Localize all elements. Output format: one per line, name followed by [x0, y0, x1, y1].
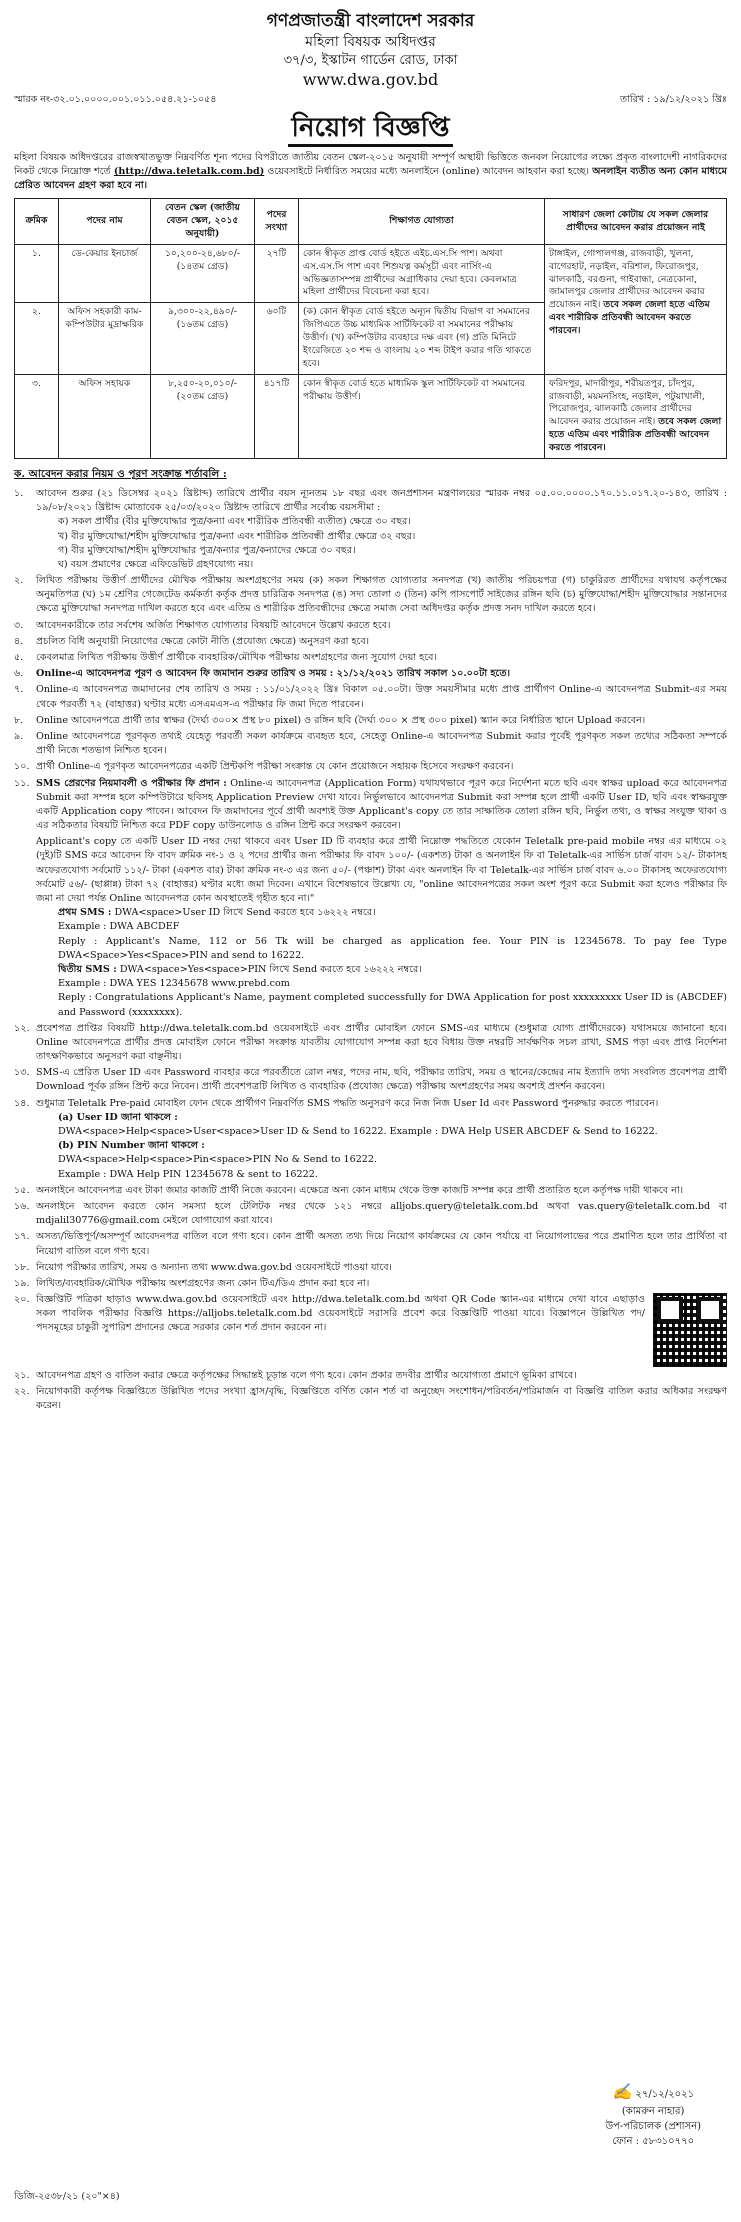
recovery-format: DWA<space>Help<space>Pin<space>PIN No & Send to 16222.	[58, 1154, 378, 1166]
col-header: সাধারণ জেলা কোটায় যে সকল জেলার প্রার্থীদের আবেদন করার প্রয়োজন নাই	[545, 199, 727, 245]
signatory-name: (কামরুন নাহার)	[621, 2106, 685, 2117]
list-item	[14, 1230, 727, 1258]
signature-row	[605, 2080, 701, 2104]
list-item	[14, 1369, 727, 1383]
item-number: ৪.	[14, 635, 24, 647]
item-number: ১৫.	[14, 1184, 30, 1196]
item-text: কেবলমাত্র লিখিত পরীক্ষায় উত্তীর্ণ প্রার্থীকে ব্যবহারিক/মৌখিক পরীক্ষায় অংশগ্রহণের জন্য সুযোগ দেয়া হবে।	[36, 652, 437, 663]
sms-label: দ্বিতীয় SMS :	[58, 963, 117, 975]
item-text: Online আবেদনপত্রে প্রার্থী তার স্বাক্ষর (দৈর্ঘ্য ৩০০× প্রস্থ ৮০ pixel) ও রঙ্গিন ছবি (দৈর্ঘ্য ৩০০ × প্রস্থ ৩০০ pixel) স্ক্যান করে নির্ধারিত স্থানে Upload করবেন।	[36, 714, 646, 726]
sub-item: খ) বীর মুক্তিযোদ্ধা/শহীদ মুক্তিযোদ্ধার পুত্র/কন্যা এবং শারীরিক প্রতিবন্ধী প্রার্থীর ক্ষেত্রে ৩২ বছর।	[58, 530, 416, 542]
cell-post: অফিস সহায়ক	[59, 374, 151, 458]
sub-item: ঘ) বয়স প্রমাণের ক্ষেত্রে এফিডেভিট গ্রহণযোগ্য নয়।	[58, 558, 254, 570]
item-number: ২.	[14, 575, 24, 587]
address: ৩৭/৩, ইস্কাটন গার্ডেন রোড, ঢাকা	[283, 52, 458, 68]
signatory-phone: ফোন : ৫৮৩১০৭৭০	[612, 2136, 695, 2147]
signature-icon: ✍	[612, 2082, 633, 2101]
list-item	[14, 714, 727, 728]
signature-block	[605, 2080, 701, 2149]
cell-post: অফিস সহকারী কাম-কম্পিউটার মুদ্রাক্ষরিক	[59, 303, 151, 374]
item-text: Online আবেদনপত্রে পূরণকৃত তথ্যই যেহেতু পরবর্তী সকল কার্যক্রমে ব্যবহৃত হবে, সেহেতু Online-এ আবেদনপত্র Submit করার পূর্বেই পূরণকৃত সকল তথ্যের সঠিকতা সম্পর্কে প্রার্থী নিজে শতভাগ নিশ্চিত হবেন।	[36, 730, 727, 757]
item-number: ১৪.	[14, 1097, 30, 1109]
sub-item: ক) সকল প্রার্থীর (বীর মুক্তিযোদ্ধার পুত্র/কন্যা এবং শারীরিক প্রতিবন্ধী ব্যতীত) ক্ষেত্রে ৩০ বছর।	[58, 516, 411, 528]
item-number: ১০.	[14, 761, 30, 773]
intro-text: মহিলা বিষয়ক অধিদপ্তরের রাজস্বখাতভুক্ত নিম্নবর্ণিত শূন্য পদের বিপরীতে জাতীয় বেতন স্কেল-২০১৫ অনুযায়ী সম্পূর্ণ অস্থায়ী ভিত্তিতে জনবল নিয়োগের লক্ষ্যে প্রকৃত বাংলাদেশী নাগরিকদের নিকট থেকে নিম্নোক্ত শর্তে	[14, 152, 727, 178]
list-item	[14, 1277, 727, 1291]
quota-text: টাঙ্গাইল, গোপালগঞ্জ, রাজবাড়ী, খুলনা, বাগেরহাট, নড়াইল, বরিশাল, ফিরোজপুর, ঝালকাঠি, বরগুনা, গাইবান্ধা, নেত্রকোনা, জামালপুর জেলার প্রার্থীদের আবেদন করার প্রয়োজন নাই।	[549, 247, 705, 311]
item-text: লিখিত/ব্যবহারিক/মৌখিক পরীক্ষায় অংশগ্রহণের জন্য কোন টিএ/ডিএ প্রদান করা হবে না।	[36, 1277, 370, 1289]
cell-serial: ৩.	[15, 374, 59, 458]
recovery-label: (a) User ID জানা থাকলে :	[58, 1111, 178, 1123]
item-text: আবেদনপত্র গ্রহণ ও বাতিল করার ক্ষেত্রে কর্তৃপক্ষের সিদ্ধান্তই চূড়ান্ত বলে গণ্য হবে। কোন প্রকার তদবীর প্রার্থীর অযোগ্যতা প্রমাণে ভূমিকা রাখবে।	[36, 1370, 577, 1382]
item-number: ১৬.	[14, 1200, 30, 1212]
signatory-designation: উপ-পরিচালক (প্রশাসন)	[605, 2121, 701, 2132]
cell-qualification: কোন স্বীকৃত বোর্ড হতে মাধ্যমিক স্কুল সার্টিফিকেট বা সমমানের পরীক্ষায় উত্তীর্ণ।	[299, 374, 545, 458]
item-text-group	[36, 777, 727, 1020]
col-header: পদের নাম	[59, 199, 151, 245]
item-number: ১৮.	[14, 1261, 30, 1273]
item-text: প্রবেশপত্র প্রাপ্তির বিষয়টি http://dwa.teletalk.com.bd ওয়েবসাইটে এবং প্রার্থীর মোবাইল ফোনে SMS-এর মাধ্যমে (শুধুমাত্র যোগ্য প্রার্থীদেরকে) যথাসময়ে জানানো হবে। Online আবেদনপত্রে প্রার্থীর প্রদত্ত মোবাইল ফোনে পরীক্ষা সংক্রান্ত যাবতীয় যোগাযোগ সম্পন্ন করা হবে বিধায় উক্ত নম্বরটি সার্বক্ষণিক সচল রাখা, SMS পড়া এবং প্রাপ্ত নির্দেশনা তাৎক্ষণিকভাবে অনুসরণ করা বাঞ্ছনীয়।	[36, 1022, 727, 1063]
recovery-example: Example : DWA Help PIN 12345678 & sent to 16222.	[58, 1168, 318, 1180]
govt-name: গণপ্রজাতন্ত্রী বাংলাদেশ সরকার	[266, 11, 475, 31]
sub-item: গ) বীর মুক্তিযোদ্ধা/শহীদ মুক্তিযোদ্ধার পুত্র/কন্যার পুত্র/কন্যাদের ক্ষেত্রে ৩০ বছর।	[58, 544, 356, 556]
item-text: অনলাইনে আবেদনপত্র এবং টাকা জমার কাজটি প্রার্থী নিজে করবেন। এক্ষেত্রে অন্য কোন মাধ্যম থেকে উক্ত কাজটি সম্পন্ন করে প্রার্থী প্রতারিত হলে কর্তৃপক্ষ দায়ী থাকবে না।	[36, 1184, 684, 1196]
list-item	[14, 683, 727, 711]
item-number: ১১.	[14, 777, 30, 789]
recovery-format: DWA<space>Help<space>User<space>User ID & Send to 16222. Example : DWA Help USER ABCDEF & Send to 16222.	[58, 1126, 658, 1137]
table-row	[15, 244, 727, 303]
item-number: ১.	[14, 487, 24, 499]
item-text: আবেদন শুরুর (২১ ডিসেম্বর ২০২১ খ্রিষ্টাব্দ) তারিখে প্রার্থীর বয়স ন্যূনতম ১৮ বছর এবং জনপ্রশাসন মন্ত্রণালয়ের স্মারক নম্বর ০৫.০০.০০০০.১৭০.১১.০১৭.২০-১৪৩, তারিখ : ১৯/০৮/২০২১ খ্রিষ্টাব্দ মোতাবেক ২৫/০৩/২০২০ খ্রিষ্টাব্দ তারিখে প্রার্থীর সর্বোচ্চ বয়সসীমা :	[36, 487, 727, 514]
cell-quota-a	[545, 244, 727, 374]
item-number: ৩.	[14, 619, 24, 631]
item-text: অনলাইনে আবেদন করতে কোন সমস্যা হলে টেলিটক নম্বর থেকে ১২১ নম্বরে alljobs.query@teletalk.com.bd অথবা vas.query@teletalk.com.bd বা mdjalil30776@gmail.com মেইলে যোগাযোগ করা যাবে।	[36, 1200, 727, 1227]
sms-second	[36, 963, 727, 977]
memo-number: স্মারক নং-৩২.০১.০০০০.০০১.০১১.০৫৪.২১-১০৫৪	[14, 93, 217, 105]
sms-format: DWA<space>Yes<space>PIN লিখে Send করতে হবে ১৬২২২ নম্বরে।	[119, 963, 422, 975]
list-item	[14, 635, 727, 649]
quota-text: ফরিদপুর, মাদারীপুর, শরীয়তপুর, চাঁদপুর, রাজবাড়ী, ময়মনসিংহ, নড়াইল, পটুয়াখালী, পিরোজপুর, ঝালকাঠি জেলার প্রার্থীদের আবেদন করার প্রয়োজন নাই।	[549, 377, 705, 428]
item-text: Online-এ আবেদনপত্র জমাদানের শেষ তারিখ ও সময় : ১১/০১/২০২২ খ্রিঃ বিকাল ০৫.০০টা। উক্ত সময়সীমার মধ্যে প্রাপ্ত প্রার্থীগণ Online-এ আবেদনপত্র Submit-এর সময় থেকে পরবর্তী ৭২ (বাহাত্তর) ঘণ্টার মধ্যে এসএমএস-এ পরীক্ষার ফি জমা দিতে পারবেন।	[36, 684, 727, 710]
table-header-row	[15, 199, 727, 245]
conditions-list	[14, 487, 727, 1414]
department-name: মহিলা বিষয়ক অধিদপ্তর	[305, 33, 436, 50]
list-item	[14, 574, 727, 617]
qr-code-icon[interactable]	[653, 1293, 727, 1367]
sms-reply: Reply : Congratulations Applicant's Name, payment completed successfully for DWA Application for post xxxxxxxxx User ID is (ABCDEF) and Password (xxxxxxxx).	[58, 992, 727, 1018]
cell-serial: ১.	[15, 244, 59, 303]
item-text: অসত্য/ভিত্তিপূর্ণ/অসম্পূর্ণ আবেদনপত্র বাতিল বলে গণ্য হবে। কোন প্রার্থী অসত্য তথ্য দিয়ে নিয়োগ কার্যক্রমের যে কোন পর্যায়ে বা নিয়োগলাভের পরে প্রমাণিত হলে তার প্রার্থিতা বা নিয়োগ বাতিল বলে গণ্য হবে।	[36, 1231, 727, 1257]
list-item	[14, 730, 727, 758]
reference-line	[14, 93, 727, 108]
item-text: প্রচলিত বিধি অনুযায়ী নিয়োগের ক্ষেত্রে কোটা নীতি (প্রযোজ্য ক্ষেত্রে) অনুসরণ করা হবে।	[36, 635, 370, 647]
col-header: পদের সংখ্যা	[255, 199, 299, 245]
cell-scale: ১০,২০০-২৪,৬৮০/- (১৪তম গ্রেড)	[151, 244, 255, 303]
cell-count: ২৭টি	[255, 244, 299, 303]
header	[14, 10, 727, 91]
col-header: শিক্ষাগত যোগ্যতা	[299, 199, 545, 245]
list-item	[14, 777, 727, 1020]
cell-count: ৪১৭টি	[255, 374, 299, 458]
sms-reply: Reply : Applicant's Name, 112 or 56 Tk will be charged as application fee. Your PIN is 12345678. To pay fee Type DWA<Space>Yes<Space>PIN and send to 16222.	[58, 935, 727, 961]
notice-date: তারিখ : ১৯/১২/২০২১ খ্রিঃ	[620, 93, 727, 105]
item-text: শুধুমাত্র Teletalk Pre-paid মোবাইল ফোন থেকে প্রার্থীগণ নিম্নবর্ণিত SMS পদ্ধতি অনুসরণ করে নিজ নিজ User Id এবং Password পুনরুদ্ধার করতে পারবেন।	[36, 1097, 659, 1109]
sms-first	[36, 906, 727, 920]
intro-text-2: ওয়েবসাইটে নির্ধারিত সময়ের মধ্যে অনলাইনে (online) আবেদন আহবান করা হচ্ছে।	[267, 166, 590, 178]
intro-bold-note: অনলাইন ব্যতীত অন্য কোন মাধ্যমে প্রেরিত আবেদন গ্রহণ করা হবে না।	[14, 166, 727, 192]
job-table	[14, 198, 727, 459]
item-text-group	[36, 1097, 727, 1182]
list-item	[14, 1293, 727, 1367]
cell-scale: ৯,৩০০-২২,৪৯০/- (১৬তম গ্রেড)	[151, 303, 255, 374]
item-number: ৭.	[14, 684, 24, 696]
list-item	[14, 1261, 727, 1275]
conditions-heading: ক. আবেদন করার নিয়ম ও পূরণ সংক্রান্ত শর্তাবলি :	[14, 467, 227, 480]
notice-title	[14, 112, 727, 148]
item-number: ১৩.	[14, 1067, 30, 1079]
item-text: আবেদনকারীকে তার সর্বশেষ অর্জিত শিক্ষাগত যোগ্যতার বিষয়টি আবেদনে উল্লেখ করতে হবে।	[36, 619, 391, 631]
intro-paragraph	[14, 151, 727, 193]
col-header: ক্রমিক	[15, 199, 59, 245]
list-item	[14, 667, 727, 681]
sms-label: প্রথম SMS :	[58, 907, 112, 919]
item-number: ৫.	[14, 652, 24, 663]
item-text: লিখিত পরীক্ষায় উত্তীর্ণ প্রার্থীদের মৌখিক পরীক্ষায় অংশগ্রহণের সময় (ক) সকল শিক্ষাগত যোগ্যতার সনদপত্র (খ) জাতীয় পরিচয়পত্র (গ) চাকুরিরত প্রার্থীদের যথাযথ কর্তৃপক্ষের অনুমতিপত্র (ঘ) ১ম শ্রেণির গেজেটেড কর্মকর্তা কর্তৃক প্রদত্ত চারিত্রিক সনদপত্র (ঙ) সদ্য তোলা ৩ (তিন) কপি পাসপোর্ট সাইজের রঙ্গিন ছবি (চ) মুক্তিযোদ্ধা/শহীদ মুক্তিযোদ্ধার সন্তানদের ক্ষেত্রে মুক্তিযোদ্ধা সনদপত্র দাখিল করতে হবে এবং এতিম ও শারীরিক প্রতিবন্ধীদের ক্ষেত্রে সমাজ সেবা অধিদপ্তর কর্তৃক প্রদত্ত সনদ দাখিল করতে হবে।	[36, 575, 728, 615]
list-item	[14, 760, 727, 774]
website[interactable]: www.dwa.gov.bd	[302, 70, 439, 90]
list-item	[14, 1200, 727, 1228]
sms-example: Example : DWA ABCDEF	[58, 921, 180, 933]
recovery-label: (b) PIN Number জানা থাকলে :	[58, 1140, 205, 1152]
signature-date: ২৭/১২/২০২১	[635, 2089, 695, 2100]
list-item	[14, 651, 727, 665]
list-item	[14, 1066, 727, 1094]
item-text: SMS-এ প্রেরিত User ID এবং Password ব্যবহার করে পরবর্তীতে রোল নম্বর, পদের নাম, ছবি, পরীক্ষার তারিখ, সময় ও স্থানের/কেন্দ্রের নাম ইত্যাদি তথ্য সংবলিত প্রবেশপত্র প্রার্থী Download পূর্বক রঙ্গিন প্রিন্ট করে নিবেন। প্রার্থী প্রবেশপত্রটি লিখিত ও ব্যবহারিক (প্রযোজ্য ক্ষেত্রে) পরীক্ষায় অংশগ্রহণের সময় অবশ্যই প্রদর্শন করবেন।	[36, 1067, 727, 1093]
sms-format: DWA<space>User ID লিখে Send করতে হবে ১৬২২২ নম্বরে।	[114, 907, 376, 919]
item-text: নিয়োগ পরীক্ষার তারিখ, সময় ও অন্যান্য তথ্য www.dwa.gov.bd ওয়েবসাইটে পাওয়া যাবে।	[36, 1261, 392, 1273]
item-number: ৬.	[14, 668, 24, 680]
list-item	[14, 1097, 727, 1182]
list-item	[14, 1022, 727, 1065]
item-number: ২১.	[14, 1370, 30, 1382]
cell-quota-b	[545, 374, 727, 458]
item-number: ৯.	[14, 730, 24, 742]
item-number: ১৯.	[14, 1277, 30, 1289]
apply-link[interactable]: (http://dwa.teletalk.com.bd)	[113, 166, 265, 178]
item-text: Online-এ আবেদনপত্র (Application Form) যথাযথভাবে পূরণ করে নির্দেশনা মতে ছবি এবং স্বাক্ষর upload করে আবেদনপত্র Submit করা সম্পন্ন হলে কম্পিউটারে ছবিসহ Application Preview দেখা যাবে। নির্ভুলভাবে আবেদনপত্র Submit করা সম্পন্ন হলে প্রার্থী একটি User ID, ছবি এবং স্বাক্ষরযুক্ত একটি Application copy পাবেন। আবেদন ফি জমাদানের পূর্বে প্রার্থী অবশ্যই উক্ত Applicant's copy তে তার সাক্ষাতিক তোলা রঙ্গিন ছবি, নির্ভুল তথ্য, ও স্বাক্ষর সংযুক্ত থাকা ও এর সঠিকতার বিষয়টি নিশ্চিত করে PDF copy ডাউনলোড ও রঙ্গিন প্রিন্ট করে সংরক্ষণ করবেন।	[36, 777, 727, 832]
cell-qualification: (ক) কোন স্বীকৃত বোর্ড হইতে অন্যূন দ্বিতীয় বিভাগ বা সমমানের জিপিএতে উচ্চ মাধ্যমিক সার্টিফিকেট বা সমমানের পরীক্ষায় উত্তীর্ণ। (খ) কম্পিউটার ব্যবহারে দক্ষ এবং (গ) প্রতি মিনিটে ইংরেজিতে ২০ শব্দ ও বাংলায় ২০ শব্দ টাইপ করার গতি থাকতে হবে।	[299, 303, 545, 374]
cell-serial: ২.	[15, 303, 59, 374]
quota-note: তবে সকল জেলা হতে এতিম এবং শারীরিক প্রতিবন্ধী আবেদন করতে পারবেন।	[549, 299, 710, 337]
sms-rules-heading: SMS প্রেরণের নিয়মাবলী ও পরীক্ষার ফি প্রদান :	[36, 777, 227, 789]
notice-title-text: নিয়োগ বিজ্ঞপ্তি	[288, 112, 454, 148]
item-text-group	[36, 487, 727, 572]
item-text: বিজ্ঞপ্তিটি পত্রিকা ছাড়াও www.dwa.gov.bd ওয়েবসাইটে এবং http://dwa.teletalk.com.bd অথবা QR Code স্ক্যান-এর মাধ্যমে দেখা যাবে এছাড়াও সকল পাবলিক পরীক্ষার বিজ্ঞপ্তি https://alljobs.teletalk.com.bd ওয়েবসাইটে সরাসরি প্রবেশ করে বিজ্ঞপ্তিটি পাওয়া যাবে। বিজ্ঞাপনে উল্লিখিত পদ/পদসমূহের চাকুরী সুপারিশ প্রদানের ক্ষেত্রে সরকার কোন শর্ত প্রদান করবেন না।	[36, 1294, 645, 1334]
item-text: নিয়োগকারী কর্তৃপক্ষ বিজ্ঞপ্তিতে উল্লিখিত পদের সংখ্যা হ্রাস/বৃদ্ধি, বিজ্ঞপ্তিতে বর্ণিত কোন শর্ত বা অনুচ্ছেদ সংশোধন/পরিবর্তন/পরিমার্জন বা বিজ্ঞপ্তি বাতিল করার অধিকার সংরক্ষণ করেন।	[36, 1386, 727, 1412]
item-number: ১২.	[14, 1022, 30, 1034]
cell-qualification: কোন স্বীকৃত প্রাপ্ত বোর্ড হইতে এইচ.এস.সি পাশ। অথবা এস.এস.সি পাশ এবং শিশুযত্ন কর্মসূচী এবং নার্সিং-এ অভিজ্ঞতাসম্পন্ন প্রার্থীদের অগ্রাধিকার দেয়া হবে। কেবলমাত্র মহিলা প্রার্থীদের বিবেচনা করা হবে।	[299, 244, 545, 303]
list-item	[14, 619, 727, 633]
item-number: ২২.	[14, 1386, 30, 1398]
list-item	[14, 1184, 727, 1198]
item-text: Applicant's copy তে একটি User ID নম্বর দেয়া থাকবে এবং User ID টি ব্যবহার করে প্রার্থী নিম্নোক্ত পদ্ধতিতে যেকোন Teletalk pre-paid mobile নম্বর এর মাধ্যমে ০২ (দুই)টি SMS করে আবেদন ফি বাবদ ক্রমিক নং-১ ও ২ পদের প্রার্থীর জন্য পরীক্ষার ফি বাবদ ১০০/- (একশত) টাকা ও অনলাইন ফি বা Teletalk-এর সার্ভিস চার্জ বাবদ ১২/- টাকাসহ অফেরতযোগ্য সর্বমোট ১১২/- টাকা (একশত বার) টাকা ক্রমিক নং-৩ এর জন্য ৫০/- (পঞ্চাশ) টাকা এবং অনলাইন ফি বা Teletalk-এর সার্ভিস চার্জ বাবদ ৬.০০ টাকাসহ অফেরতযোগ্য সর্বমোট ৫৬/- (ছাপ্পান্ন) টাকা ৭২ (বাহাত্তর) ঘণ্টার মধ্যে জমা দিবেন। এখানে বিশেষভাবে উল্লেখ্য যে, "online আবেদনপত্রের সকল অংশ পূরণ করে Submit করা হলেও পরীক্ষার ফি জমা না দেয়া পর্যন্ত Online আবেদনপত্র কোন অবস্থাতেই গৃহীত হবে না।"	[36, 836, 727, 904]
item-number: ১৭.	[14, 1231, 30, 1243]
item-number: ২০.	[14, 1294, 30, 1306]
list-item	[14, 487, 727, 572]
cell-scale: ৮,২৫০-২০,০১০/- (২০তম গ্রেড)	[151, 374, 255, 458]
table-row	[15, 374, 727, 458]
footer-code: ডিজি-২৫৩৮/২১ (২০"×৪)	[14, 2191, 120, 2202]
cell-count: ৬০টি	[255, 303, 299, 374]
quota-note: তবে সকল জেলা হতে এতিম এবং শারীরিক প্রতিবন্ধী আবেদন করতে পারবেন।	[549, 416, 722, 454]
item-number: ৮.	[14, 714, 24, 726]
cell-post: ডে-কেয়ার ইনচার্জ	[59, 244, 151, 303]
item-text-row	[36, 1293, 727, 1367]
col-header: বেতন স্কেল (জাতীয় বেতন স্কেল, ২০১৫ অনুযায়ী)	[151, 199, 255, 245]
item-text: Online-এ আবেদনপত্র পূরণ ও আবেদন ফি জমাদান শুরুর তারিখ ও সময় : ২১/১২/২০২১ তারিখ সকাল ১০.০০টা হতে।	[36, 668, 511, 680]
item-text: প্রার্থী Online-এ পূরণকৃত আবেদনপত্রের একটি প্রিন্টকপি পরীক্ষা সংক্রান্ত যে কোন প্রয়োজনে সহায়ক হিসেবে সংরক্ষণ করবেন।	[36, 761, 514, 773]
sms-example: Example : DWA YES 12345678 www.prebd.com	[58, 978, 290, 990]
list-item	[14, 1385, 727, 1413]
